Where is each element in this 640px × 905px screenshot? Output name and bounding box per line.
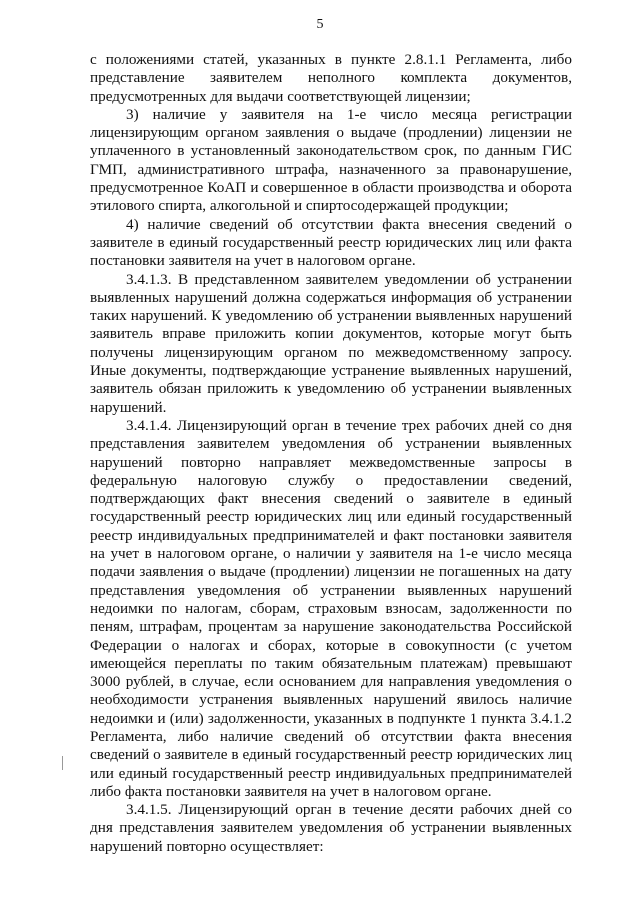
document-body bbox=[90, 51, 572, 856]
paragraph-3-4-1-3: 3.4.1.3. В представленном заявителем уведомлении об устранении выявленных нарушений должна содержаться информация об устранении таких нарушений. К уведомлению об устранении выявленных нарушений заявитель вправе приложить копии документов, которые могут быть получены лицензирующим органом по межведомственному запросу. Иные документы, подтверждающие устранение выявленных нарушений, заявитель обязан приложить к уведомлению об устранении выявленных нарушений. bbox=[90, 270, 572, 416]
paragraph-item-4: 4) наличие сведений об отсутствии факта внесения сведений о заявителе в единый государственный реестр юридических лиц или факта постановки заявителя на учет в налоговом органе. bbox=[90, 215, 572, 270]
page-number: 5 bbox=[316, 17, 324, 32]
paragraph-3-4-1-5: 3.4.1.5. Лицензирующий орган в течение десяти рабочих дней со дня представления заявителем уведомления об устранении выявленных нарушений повторно осуществляет: bbox=[90, 801, 572, 855]
paragraph-continuation: с положениями статей, указанных в пункте 2.8.1.1 Регламента, либо представление заявителем неполного комплекта документов, предусмотренных для выдачи соответствующей лицензии; bbox=[90, 51, 572, 105]
paragraph-item-3: 3) наличие у заявителя на 1-е число месяца регистрации лицензирующим органом заявления о выдаче (продлении) лицензии не уплаченного в установленный законодательством срок, по данным ГИС ГМП, административного штрафа, назначенного за правонарушение, предусмотренное КоАП и совершенное в области производства и оборота этилового спирта, алкогольной и спиртосодержащей продукции; bbox=[90, 105, 572, 215]
margin-mark bbox=[62, 756, 63, 770]
paragraph-3-4-1-4: 3.4.1.4. Лицензирующий орган в течение трех рабочих дней со дня представления заявителем уведомления об устранении выявленных нарушений повторно направляет межведомственные запросы в федеральную налоговую службу о предоставлении сведений, подтверждающих факт внесения сведений о заявителе в единый государственный реестр юридических лиц или единый государственный реестр индивидуальных предпринимателей и факт постановки заявителя на учет в налоговом органе, о наличии у заявителя на 1-е число месяца подачи заявления о выдаче (продлении) лицензии не погашенных на дату представления уведомления об устранении выявленных нарушений недоимки по налогам, сборам, страховым взносам, задолженности по пеням, штрафам, процентам за нарушение законодательства Российской Федерации о налогах и сборах, которые в совокупности (с учетом имеющейся переплаты по таким обязательным платежам) превышают 3000 рублей, в случае, если основанием для направления уведомления о необходимости устранения выявленных нарушений явилось наличие недоимки и (или) задолженности, указанных в подпункте 1 пункта 3.4.1.2 Регламента, либо наличие сведений об отсутствии факта внесения сведений о заявителе в единый государственный реестр юридических лиц или единый государственный реестр индивидуальных предпринимателей либо факта постановки заявителя на учет в налоговом органе. bbox=[90, 416, 572, 800]
